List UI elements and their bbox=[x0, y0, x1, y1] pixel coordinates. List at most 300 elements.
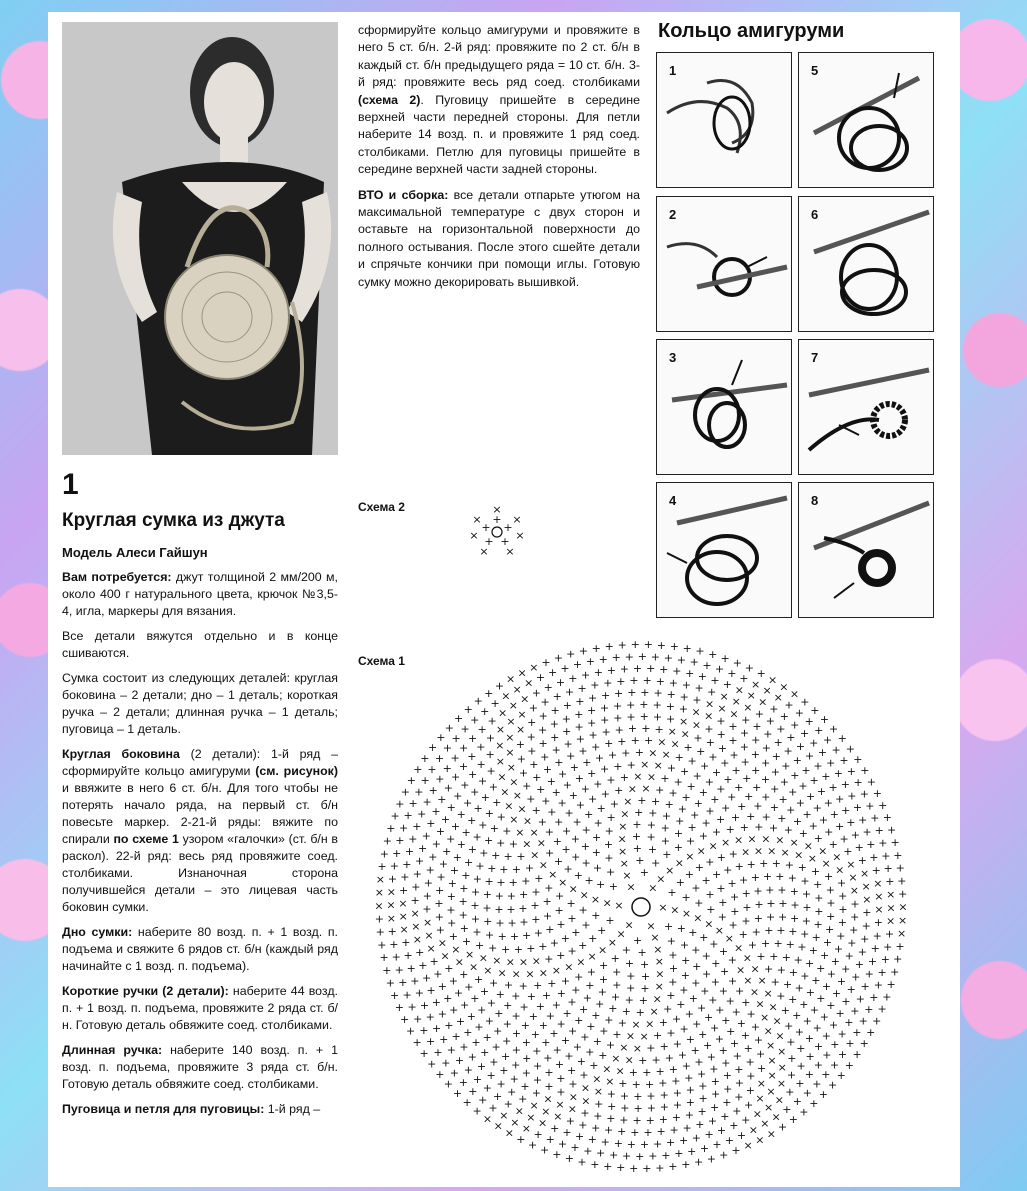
sc-increase-symbol: × bbox=[653, 759, 663, 772]
sc-symbol: + bbox=[646, 1089, 656, 1103]
sc-symbol: + bbox=[591, 740, 601, 754]
sc-symbol: + bbox=[755, 1047, 766, 1061]
sc-symbol: + bbox=[885, 875, 895, 889]
sc-symbol: + bbox=[665, 700, 675, 714]
sc-increase-symbol: × bbox=[529, 1099, 539, 1113]
sc-symbol: + bbox=[796, 1042, 806, 1056]
sc-symbol: + bbox=[550, 1121, 560, 1135]
sc-symbol: + bbox=[734, 1076, 745, 1090]
sc-symbol: + bbox=[799, 727, 810, 740]
sc-symbol: + bbox=[603, 838, 614, 851]
sc-symbol: + bbox=[621, 746, 631, 760]
sc-symbol: + bbox=[711, 956, 721, 970]
sc-symbol: + bbox=[446, 903, 456, 917]
sc-symbol: + bbox=[698, 829, 708, 843]
sc-symbol: + bbox=[802, 1014, 812, 1028]
sc-symbol: + bbox=[838, 902, 848, 916]
sc-symbol: + bbox=[608, 1148, 619, 1162]
sc-symbol: + bbox=[812, 801, 823, 815]
sc-symbol: + bbox=[435, 825, 446, 839]
sc-symbol: + bbox=[804, 1032, 815, 1046]
sc-symbol: + bbox=[557, 1137, 568, 1151]
sc-symbol: + bbox=[652, 698, 662, 712]
sc-symbol: + bbox=[756, 1062, 767, 1075]
sc-symbol: + bbox=[660, 834, 670, 848]
sc-symbol: + bbox=[552, 1043, 562, 1057]
sc-symbol: + bbox=[511, 989, 521, 1003]
sc-symbol: + bbox=[427, 741, 438, 755]
sc-symbol: + bbox=[668, 962, 679, 975]
sc-symbol: + bbox=[549, 936, 559, 950]
sc-symbol: + bbox=[646, 1041, 656, 1055]
sc-symbol: + bbox=[595, 878, 606, 891]
sc-symbol: + bbox=[669, 640, 679, 654]
sc-increase-symbol: × bbox=[454, 955, 464, 969]
sc-symbol: + bbox=[433, 1045, 443, 1059]
sc-symbol: + bbox=[882, 811, 893, 825]
sc-symbol: + bbox=[850, 910, 860, 924]
finishing-paragraph bbox=[358, 187, 640, 291]
sc-increase-symbol: × bbox=[650, 931, 660, 944]
sc-symbol: + bbox=[858, 813, 868, 827]
sc-increase-symbol: × bbox=[766, 1084, 776, 1098]
sc-symbol: + bbox=[864, 1002, 874, 1016]
sc-symbol: + bbox=[695, 1118, 705, 1132]
sc-symbol: + bbox=[716, 714, 726, 728]
sc-symbol: + bbox=[662, 848, 672, 862]
sc-symbol: + bbox=[554, 889, 565, 903]
sc-symbol: + bbox=[537, 723, 548, 737]
sc-symbol: + bbox=[561, 824, 572, 838]
sc-symbol: + bbox=[410, 893, 420, 907]
sc-increase-symbol: × bbox=[399, 923, 409, 937]
sc-symbol: + bbox=[563, 737, 573, 751]
sc-symbol: + bbox=[679, 983, 689, 997]
sc-symbol: + bbox=[546, 774, 556, 788]
sc-increase-symbol: × bbox=[615, 1064, 625, 1078]
sc-symbol: + bbox=[699, 931, 709, 944]
sc-symbol: + bbox=[453, 986, 464, 1000]
sc-symbol: + bbox=[678, 702, 688, 716]
sc-increase-symbol: × bbox=[649, 1005, 659, 1019]
sc-symbol: + bbox=[852, 801, 863, 815]
sc-symbol: + bbox=[455, 1014, 466, 1028]
button-continued-text-2: . Пуговицу пришейте в середине верхней части передней стороны. Для петли наберите 14 возд. п. и провяжите 1 ряд соед. столбиками. Петлю для пуговицы пришейте в середине верхней части задней стороны. bbox=[358, 92, 640, 177]
sc-symbol: + bbox=[507, 916, 517, 930]
sc-increase-symbol: × bbox=[735, 963, 746, 977]
sc-symbol: + bbox=[389, 937, 399, 951]
sc-symbol: + bbox=[578, 938, 588, 952]
sc-symbol: + bbox=[872, 1014, 882, 1028]
sc-symbol: + bbox=[515, 738, 526, 751]
sc-symbol: + bbox=[825, 883, 835, 897]
sc-symbol: + bbox=[731, 763, 741, 777]
sc-symbol: + bbox=[594, 751, 605, 765]
sc-symbol: + bbox=[541, 1036, 551, 1050]
sc-increase-symbol: × bbox=[818, 844, 828, 858]
sc-symbol: + bbox=[639, 957, 650, 971]
sc-symbol: + bbox=[694, 896, 704, 910]
sc-symbol: + bbox=[459, 998, 470, 1012]
sc-symbol: + bbox=[488, 941, 498, 955]
sc-increase-symbol: × bbox=[537, 1116, 548, 1130]
sc-symbol: + bbox=[727, 876, 737, 890]
sc-symbol: + bbox=[651, 856, 661, 870]
sc-symbol: + bbox=[506, 889, 517, 903]
sc-symbol: + bbox=[606, 663, 617, 677]
sc-symbol: + bbox=[566, 1063, 577, 1077]
sc-symbol: + bbox=[780, 1004, 790, 1018]
sc-increase-symbol: × bbox=[520, 692, 530, 706]
sc-symbol: + bbox=[701, 874, 711, 888]
sc-symbol: + bbox=[484, 686, 494, 700]
sc-symbol: + bbox=[666, 934, 677, 948]
sc-increase-symbol: × bbox=[607, 936, 617, 949]
sc-symbol: + bbox=[681, 1158, 691, 1172]
sc-symbol: + bbox=[436, 731, 446, 744]
sc-symbol: + bbox=[630, 734, 640, 748]
sc-symbol: + bbox=[721, 1013, 731, 1027]
sc-symbol: + bbox=[443, 781, 454, 795]
sc-increase-symbol: × bbox=[714, 924, 724, 938]
sc-increase-symbol: × bbox=[525, 967, 535, 981]
sc-symbol: + bbox=[587, 1133, 597, 1146]
sc-symbol: + bbox=[540, 750, 550, 764]
sc-symbol: + bbox=[584, 874, 594, 888]
step-7-illustration bbox=[798, 339, 934, 475]
sc-symbol: + bbox=[607, 1099, 617, 1113]
sc-symbol: + bbox=[702, 1038, 713, 1052]
sc-increase-symbol: × bbox=[750, 677, 761, 691]
sc-symbol: + bbox=[668, 948, 678, 962]
sc-symbol: + bbox=[739, 726, 750, 740]
sc-symbol: + bbox=[627, 722, 638, 736]
sc-symbol: + bbox=[768, 821, 779, 835]
sc-symbol: + bbox=[821, 980, 832, 993]
sc-symbol: + bbox=[403, 949, 413, 962]
sc-symbol: + bbox=[475, 859, 485, 873]
sc-symbol: + bbox=[829, 808, 839, 822]
side-ref-scheme: по схеме 1 bbox=[113, 832, 179, 846]
sc-symbol: + bbox=[668, 786, 678, 800]
sc-increase-symbol: × bbox=[749, 985, 760, 999]
sc-symbol: + bbox=[628, 1065, 639, 1079]
sc-symbol: + bbox=[698, 1079, 708, 1093]
sc-symbol: + bbox=[692, 693, 702, 707]
sc-symbol: + bbox=[805, 790, 816, 804]
sc-symbol: + bbox=[648, 806, 658, 820]
sc-symbol: + bbox=[453, 711, 464, 725]
sc-symbol: + bbox=[385, 976, 396, 990]
sc-increase-symbol: × bbox=[509, 775, 519, 789]
sc-symbol: + bbox=[545, 923, 555, 937]
sc-symbol: + bbox=[871, 863, 881, 877]
sc-symbol: + bbox=[453, 789, 463, 803]
sc-symbol: + bbox=[761, 810, 771, 824]
sc-symbol: + bbox=[702, 658, 712, 672]
sc-symbol: + bbox=[557, 767, 568, 781]
sc-symbol: + bbox=[467, 843, 478, 856]
sc-symbol: + bbox=[394, 963, 404, 977]
sc-increase-symbol: × bbox=[505, 746, 515, 760]
sc-symbol: + bbox=[503, 850, 513, 863]
sc-symbol: + bbox=[476, 1060, 487, 1074]
sc-symbol: + bbox=[568, 671, 578, 685]
sc-symbol: + bbox=[486, 1069, 496, 1083]
sc-symbol: + bbox=[808, 819, 818, 833]
sc-symbol: + bbox=[619, 662, 630, 676]
sc-symbol: + bbox=[814, 904, 824, 918]
sc-symbol: + bbox=[612, 965, 622, 979]
sc-symbol: + bbox=[874, 824, 884, 837]
sc-symbol: + bbox=[765, 883, 775, 897]
sc-increase-symbol: × bbox=[897, 913, 908, 927]
sc-symbol: + bbox=[596, 801, 606, 815]
sc-symbol: + bbox=[760, 937, 771, 951]
sc-increase-symbol: × bbox=[767, 1069, 777, 1083]
sc-symbol: + bbox=[716, 851, 726, 865]
sc-symbol: + bbox=[604, 737, 614, 751]
sc-symbol: + bbox=[582, 755, 592, 769]
sc-symbol: + bbox=[813, 1039, 824, 1053]
sc-symbol: + bbox=[427, 1057, 437, 1071]
sc-symbol: + bbox=[739, 740, 750, 754]
sc-symbol: + bbox=[691, 1131, 702, 1145]
sc-symbol: + bbox=[675, 814, 685, 828]
sc-increase-symbol: × bbox=[763, 1024, 773, 1038]
sc-symbol: + bbox=[837, 732, 847, 746]
sc-symbol: + bbox=[531, 686, 541, 700]
sc-symbol: + bbox=[785, 938, 795, 952]
sc-symbol: + bbox=[859, 787, 869, 801]
sc-symbol: + bbox=[519, 915, 529, 929]
sc-symbol: + bbox=[650, 795, 661, 808]
sc-symbol: + bbox=[828, 837, 838, 851]
step-number: 2 bbox=[669, 207, 677, 222]
sc-symbol: + bbox=[717, 910, 728, 924]
sc-symbol: + bbox=[444, 962, 454, 976]
sc-symbol: + bbox=[575, 694, 585, 708]
sc-symbol: + bbox=[822, 1048, 832, 1062]
sc-increase-symbol: × bbox=[505, 672, 516, 686]
sc-symbol: + bbox=[754, 707, 764, 721]
sc-symbol: + bbox=[734, 860, 744, 874]
sc-symbol: + bbox=[646, 1101, 656, 1115]
sc-increase-symbol: × bbox=[656, 872, 666, 886]
sc-symbol: + bbox=[771, 750, 782, 764]
sc-symbol: + bbox=[600, 787, 611, 801]
sc-symbol: + bbox=[435, 923, 446, 937]
sc-symbol: + bbox=[801, 914, 812, 928]
sc-symbol: + bbox=[538, 939, 548, 953]
sc-symbol: + bbox=[585, 1045, 595, 1059]
sc-symbol: + bbox=[877, 966, 887, 979]
sc-symbol: + bbox=[461, 934, 472, 948]
sc-symbol: + bbox=[746, 1069, 756, 1083]
sc-symbol: + bbox=[451, 731, 461, 745]
sc-symbol: + bbox=[664, 797, 674, 811]
sc-symbol: + bbox=[499, 1064, 509, 1078]
sc-symbol: + bbox=[638, 994, 648, 1007]
sc-symbol: + bbox=[739, 821, 749, 835]
sc-symbol: + bbox=[560, 661, 570, 675]
sc-symbol: + bbox=[446, 1043, 456, 1057]
sc-increase-symbol: × bbox=[774, 1093, 785, 1107]
sc-symbol: + bbox=[777, 1120, 788, 1134]
sc-symbol: + bbox=[470, 912, 481, 926]
sc-symbol: + bbox=[643, 734, 654, 748]
sc-symbol: + bbox=[709, 1100, 720, 1114]
sc-symbol: + bbox=[679, 764, 690, 778]
sc-symbol: + bbox=[700, 984, 710, 998]
sc-symbol: + bbox=[841, 995, 851, 1009]
sc-symbol: + bbox=[725, 994, 735, 1008]
sc-symbol: + bbox=[500, 1049, 511, 1063]
sc-symbol: + bbox=[544, 1079, 554, 1093]
sc-increase-symbol: × bbox=[617, 845, 628, 858]
sc-symbol: + bbox=[518, 979, 528, 993]
sc-increase-symbol: × bbox=[501, 689, 511, 703]
sc-symbol: + bbox=[833, 942, 844, 956]
sc-symbol: + bbox=[434, 910, 444, 924]
sc-symbol: + bbox=[769, 950, 779, 963]
sc-increase-symbol: × bbox=[538, 858, 549, 872]
sc-symbol: + bbox=[612, 1027, 622, 1041]
sc-symbol: + bbox=[839, 754, 849, 768]
sc-symbol: + bbox=[659, 663, 669, 677]
button-label: Пуговица и петля для пуговицы: bbox=[62, 1102, 265, 1116]
sc-symbol: + bbox=[829, 1058, 840, 1072]
sc-symbol: + bbox=[449, 1066, 460, 1080]
sc-increase-symbol: × bbox=[517, 666, 527, 680]
sc-symbol: + bbox=[778, 792, 788, 806]
sc-symbol: + bbox=[403, 809, 413, 823]
sc-symbol: + bbox=[531, 804, 541, 818]
sc-symbol: + bbox=[708, 648, 718, 661]
sc-symbol: + bbox=[818, 813, 829, 827]
materials-label: Вам потребуется: bbox=[62, 570, 172, 584]
sc-symbol: + bbox=[655, 1064, 665, 1078]
sc-symbol: + bbox=[590, 1157, 600, 1171]
sc-symbol: + bbox=[473, 802, 483, 816]
sc-symbol: + bbox=[467, 813, 477, 827]
sc-symbol: + bbox=[822, 733, 833, 747]
sc-symbol: + bbox=[813, 759, 823, 773]
sc-symbol: + bbox=[852, 1026, 862, 1040]
sc-increase-symbol: × bbox=[386, 885, 397, 899]
sc-symbol: + bbox=[456, 838, 466, 852]
sc-symbol: + bbox=[436, 870, 446, 884]
sc-increase-symbol: × bbox=[512, 682, 522, 696]
sc-increase-symbol: × bbox=[440, 949, 450, 963]
sc-symbol: + bbox=[831, 987, 842, 1000]
sc-symbol: + bbox=[652, 1028, 663, 1042]
sc-increase-symbol: × bbox=[631, 1017, 641, 1031]
sc-increase-symbol: × bbox=[624, 1053, 634, 1067]
sc-symbol: + bbox=[854, 958, 865, 972]
sc-symbol: + bbox=[576, 1054, 586, 1068]
sc-symbol: + bbox=[550, 704, 560, 717]
sc-symbol: + bbox=[462, 796, 473, 810]
sc-symbol: + bbox=[703, 1011, 714, 1024]
sc-symbol: + bbox=[684, 868, 694, 881]
sc-increase-symbol: × bbox=[755, 1092, 765, 1106]
sc-symbol: + bbox=[672, 1098, 683, 1112]
sc-symbol: + bbox=[658, 1015, 668, 1029]
sc-symbol: + bbox=[648, 1149, 658, 1163]
sc-symbol: + bbox=[605, 865, 616, 879]
sc-symbol: + bbox=[446, 832, 456, 846]
sc-symbol: + bbox=[769, 702, 779, 716]
sc-increase-symbol: × bbox=[541, 1105, 551, 1118]
svg-text:+: + bbox=[500, 535, 510, 548]
sc-symbol: + bbox=[687, 754, 697, 768]
sc-increase-symbol: × bbox=[422, 915, 433, 929]
sc-symbol: + bbox=[850, 897, 860, 911]
sc-symbol: + bbox=[750, 871, 761, 884]
sc-symbol: + bbox=[551, 743, 561, 757]
sc-symbol: + bbox=[673, 827, 684, 841]
sc-symbol: + bbox=[399, 1013, 410, 1026]
sc-symbol: + bbox=[711, 825, 722, 839]
sc-symbol: + bbox=[419, 1047, 429, 1060]
sc-symbol: + bbox=[706, 1152, 716, 1166]
sc-symbol: + bbox=[793, 953, 803, 967]
sc-symbol: + bbox=[865, 799, 875, 813]
sc-symbol: + bbox=[552, 834, 563, 848]
sc-symbol: + bbox=[802, 1086, 812, 1100]
sc-increase-symbol: × bbox=[495, 755, 505, 769]
sc-symbol: + bbox=[681, 1059, 691, 1073]
sc-symbol: + bbox=[723, 863, 733, 877]
sc-symbol: + bbox=[443, 991, 453, 1005]
sc-symbol: + bbox=[567, 944, 577, 958]
sc-symbol: + bbox=[470, 713, 480, 727]
sc-symbol: + bbox=[398, 883, 409, 897]
sc-symbol: + bbox=[597, 924, 607, 937]
sc-symbol: + bbox=[521, 874, 531, 888]
sc-symbol: + bbox=[502, 1017, 512, 1031]
sc-symbol: + bbox=[658, 1112, 669, 1126]
sc-symbol: + bbox=[626, 981, 636, 995]
sc-symbol: + bbox=[783, 744, 793, 758]
sc-increase-symbol: × bbox=[775, 1029, 785, 1043]
sc-symbol: + bbox=[715, 812, 726, 826]
sc-symbol: + bbox=[626, 758, 636, 772]
sc-symbol: + bbox=[573, 869, 583, 882]
sc-increase-symbol: × bbox=[558, 875, 568, 889]
sc-symbol: + bbox=[417, 807, 427, 821]
sc-symbol: + bbox=[467, 767, 478, 781]
sc-symbol: + bbox=[666, 761, 677, 775]
sc-symbol: + bbox=[655, 674, 665, 688]
short-handles-text: наберите 44 возд. п. + 1 возд. п. подъема, провяжите 2 ряда ст. б/н. Готовую деталь обвяжите соед. столбиками. bbox=[62, 984, 338, 1032]
svg-text:×: × bbox=[512, 513, 522, 526]
sc-symbol: + bbox=[591, 909, 601, 923]
side-text-1: (2 детали): 1-й ряд – сформируйте кольцо амигуруми bbox=[62, 747, 338, 778]
sc-symbol: + bbox=[631, 1077, 641, 1091]
sc-symbol: + bbox=[694, 1055, 704, 1069]
sc-symbol: + bbox=[620, 1101, 630, 1115]
sc-symbol: + bbox=[844, 949, 854, 963]
sc-symbol: + bbox=[477, 722, 487, 736]
sc-symbol: + bbox=[451, 1030, 461, 1043]
sc-symbol: + bbox=[614, 784, 624, 798]
sc-increase-symbol: × bbox=[678, 714, 689, 728]
sc-symbol: + bbox=[650, 650, 661, 664]
sc-symbol: + bbox=[805, 986, 815, 1000]
sc-symbol: + bbox=[467, 1050, 478, 1064]
